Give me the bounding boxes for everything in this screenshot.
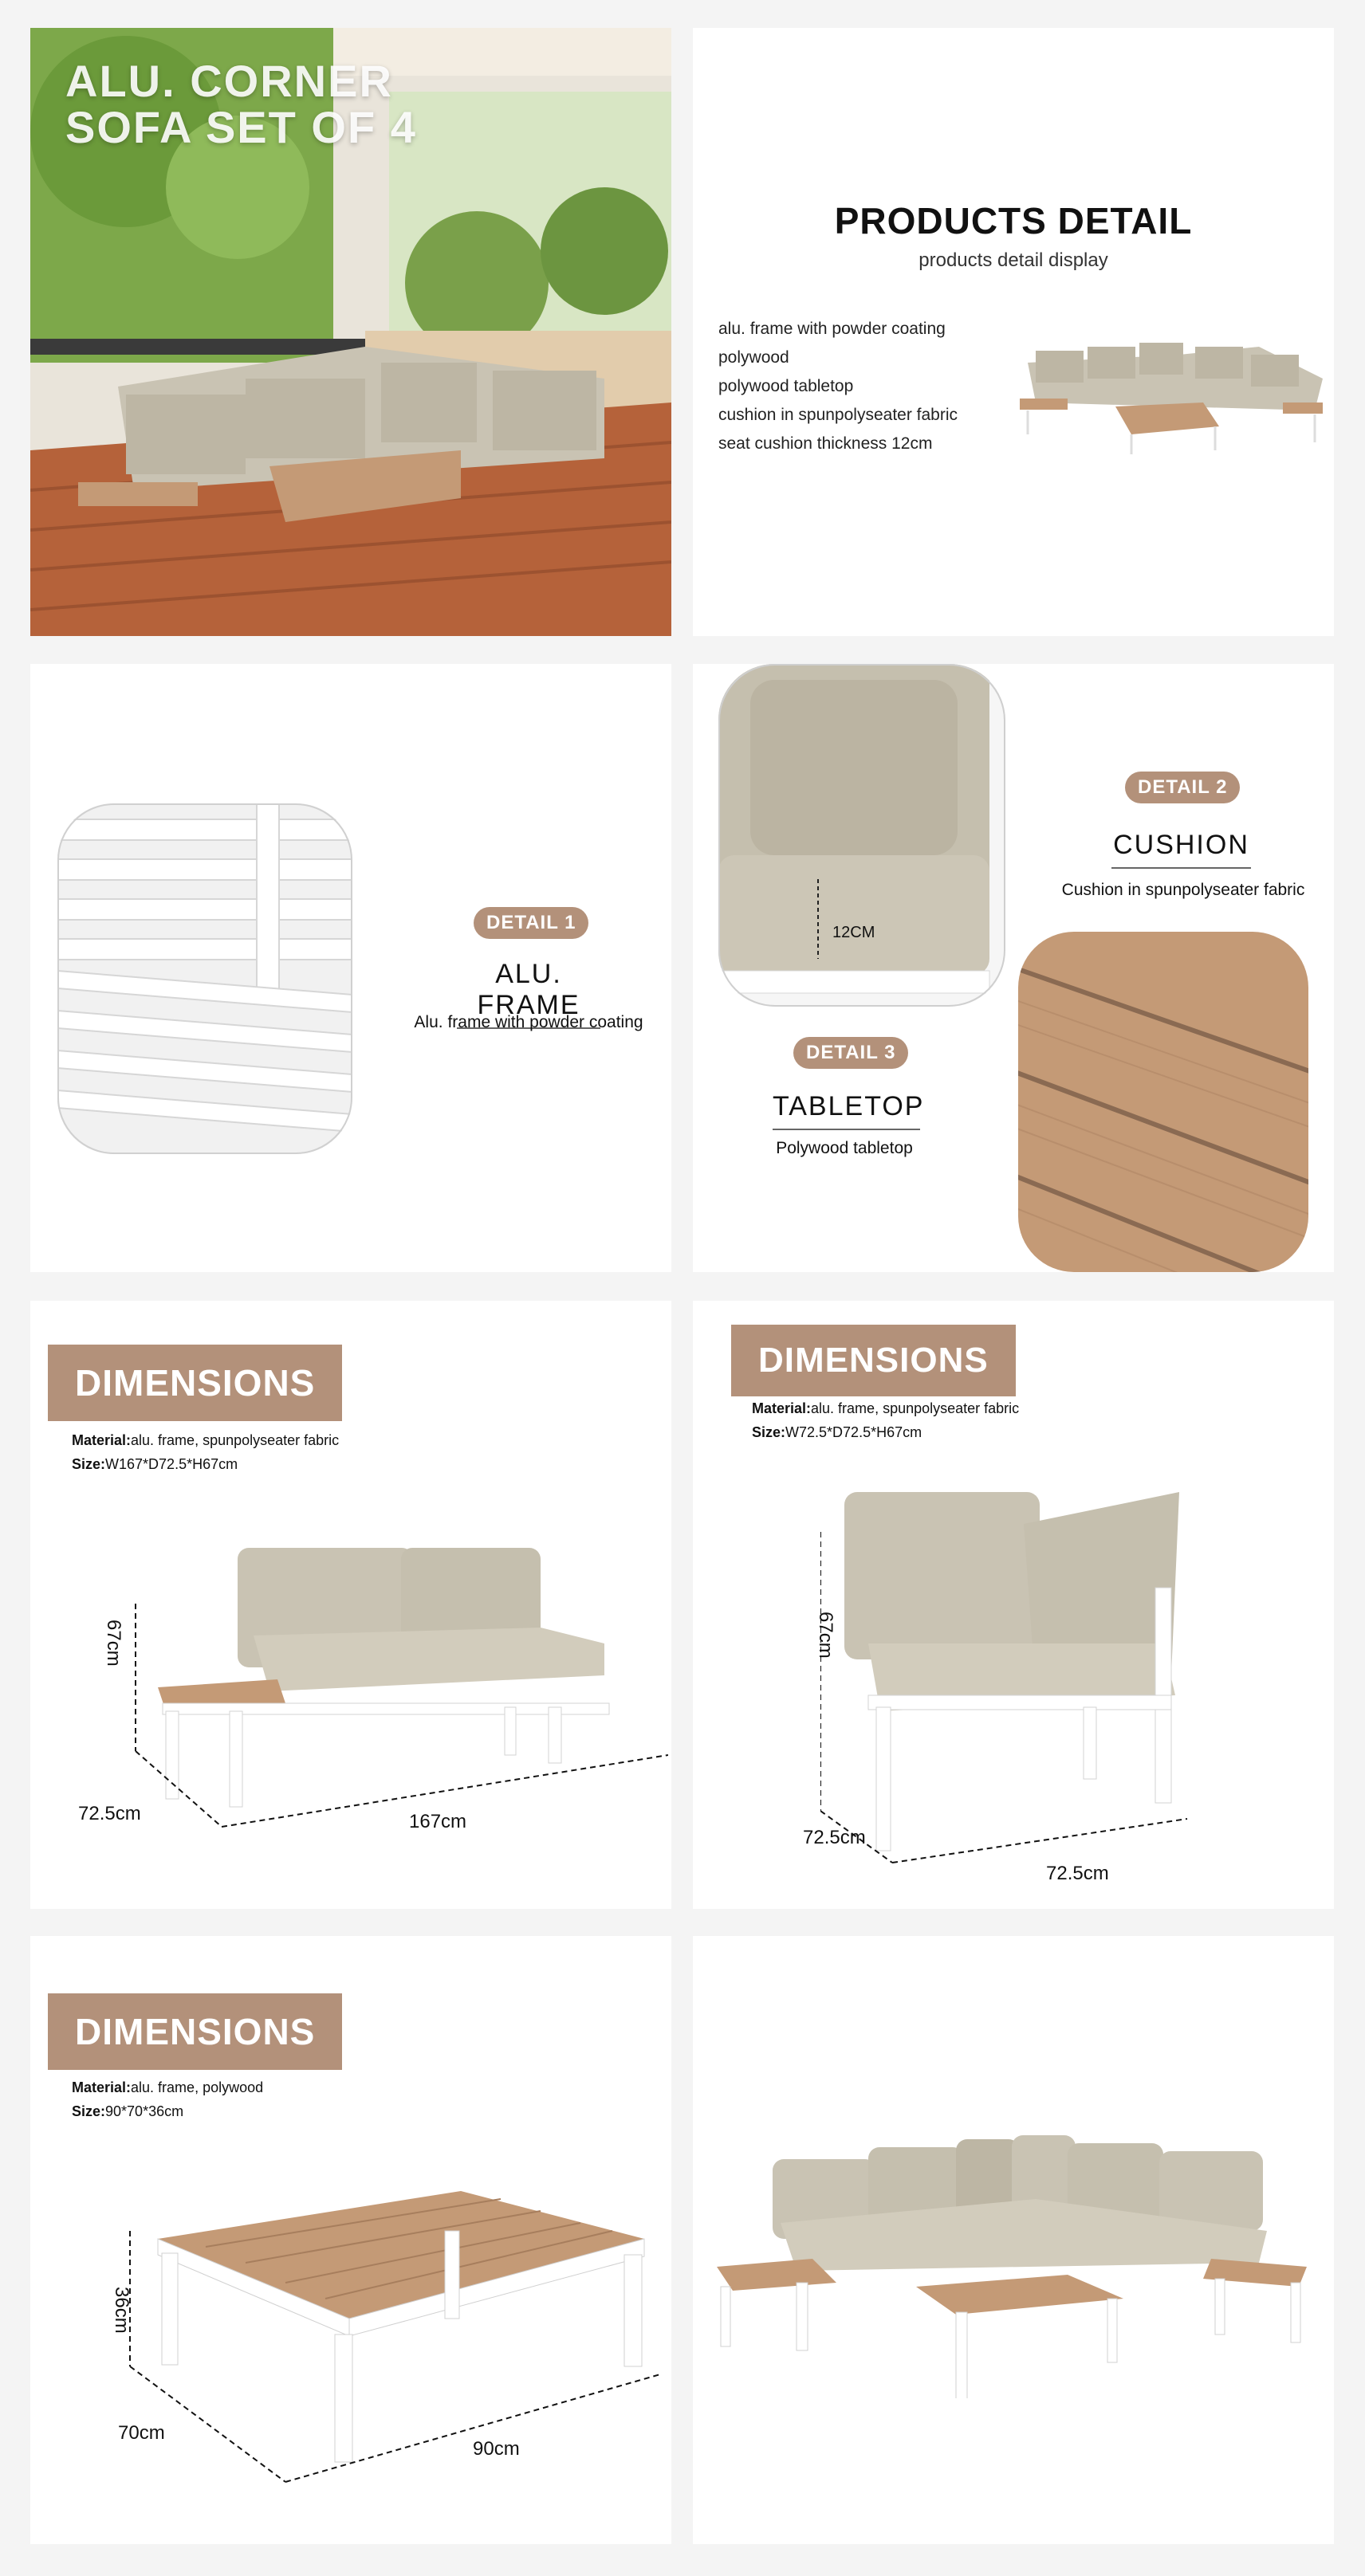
sofa-set-photo-panel [693,1936,1334,2544]
feature-item: alu. frame with powder coating [718,320,946,338]
material-value: alu. frame, spunpolyseater fabric [811,1400,1020,1416]
detail3-description: Polywood tabletop [776,1139,913,1157]
sofa-set-thumbnail [1020,307,1323,466]
products-detail-title: PRODUCTS DETAIL [834,200,1193,242]
hero-title-line1: ALU. CORNER [65,56,393,106]
tabletop-closeup-image [1018,932,1308,1272]
hero-photo-panel [30,28,671,636]
products-detail-subtitle: products detail display [919,249,1108,271]
corner-material [752,1396,1019,1420]
material-label: Material: [72,1432,132,1448]
detail3-badge: DETAIL 3 [793,1037,908,1069]
hero-title [65,58,417,151]
material-value: alu. frame, spunpolyseater fabric [131,1432,340,1448]
sofa-width-label: 167cm [409,1811,467,1832]
corner-height-label: 67cm [815,1612,836,1659]
feature-item: seat cushion thickness 12cm [718,434,933,453]
feature-item: polywood tabletop [718,377,854,395]
table-spec [72,2075,263,2123]
detail2-detail3-panel [693,664,1334,1272]
size-value: W72.5*D72.5*H67cm [785,1424,922,1440]
material-label: Material: [752,1400,812,1416]
frame-closeup-image [57,803,352,1154]
table-material [72,2075,263,2099]
detail1-badge: DETAIL 1 [474,907,588,939]
material-label: Material: [72,2079,132,2095]
sofa-depth-label: 72.5cm [78,1803,141,1824]
detail1-panel [30,664,671,1272]
sofa-size [72,1452,339,1476]
size-label: Size: [72,1456,106,1472]
size-label: Size: [752,1424,786,1440]
corner-depth-label: 72.5cm [803,1827,866,1848]
sofa-set-photo [717,2127,1307,2398]
feature-list [718,315,958,458]
sofa-drawing [94,1524,668,1843]
sofa-spec [72,1428,339,1476]
products-detail-panel [693,28,1334,636]
material-value: alu. frame, polywood [131,2079,264,2095]
size-label: Size: [72,2103,106,2119]
corner-size [752,1420,1019,1444]
detail3-heading: TABLETOP [773,1091,920,1130]
corner-sofa-drawing [820,1492,1331,1867]
cushion-closeup-image [718,664,1005,1007]
table-size [72,2099,263,2123]
table-depth-label: 70cm [118,2422,165,2444]
sofa-height-label: 67cm [103,1620,124,1667]
corner-width-label: 72.5cm [1046,1863,1109,1884]
sofa-material [72,1428,339,1452]
table-width-label: 90cm [473,2438,520,2460]
hero-title-line2: SOFA SET OF 4 [65,102,417,152]
detail1-heading: ALU. FRAME [457,959,600,1029]
table-dimensions-panel [30,1936,671,2544]
detail1-description: Alu. frame with powder coating [414,1013,643,1031]
detail2-description: Cushion in spunpolyseater fabric [1061,881,1305,899]
corner-dimensions-panel [693,1301,1334,1909]
dimensions-banner: DIMENSIONS [731,1325,1016,1396]
detail2-badge: DETAIL 2 [1125,772,1240,803]
table-height-label: 36cm [111,2287,132,2334]
dimensions-banner: DIMENSIONS [48,1993,342,2070]
sofa-dimensions-panel [30,1301,671,1909]
feature-item: cushion in spunpolyseater fabric [718,406,958,424]
feature-item: polywood [718,348,789,367]
cushion-thickness-label: 12CM [832,924,875,941]
size-value: W167*D72.5*H67cm [105,1456,238,1472]
table-drawing [86,2167,668,2518]
corner-spec [752,1396,1019,1444]
size-value: 90*70*36cm [105,2103,184,2119]
dimensions-banner: DIMENSIONS [48,1345,342,1421]
detail2-heading: CUSHION [1111,830,1251,869]
